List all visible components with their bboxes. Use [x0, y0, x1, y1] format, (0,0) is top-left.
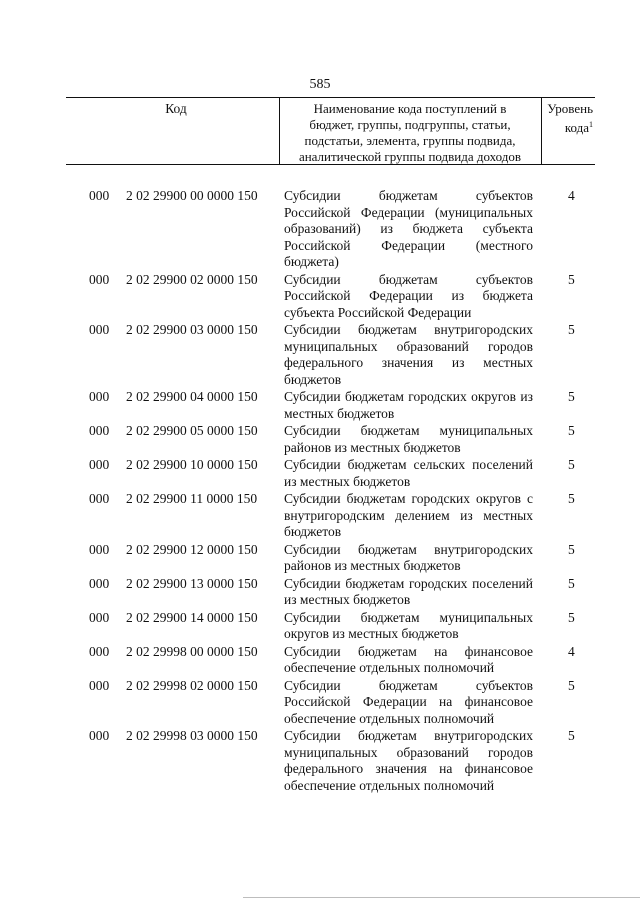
row-admin-code: 000 — [89, 188, 110, 203]
header-level-label: кода — [564, 120, 589, 135]
row-name: Субсидии бюджетам внутригородских муниципальных образований городов федерального значения на финансовое обеспечение отдельных полномочий — [284, 728, 533, 793]
header-name — [279, 101, 541, 165]
page-number: 585 — [309, 77, 331, 92]
row-admin-code: 000 — [89, 389, 110, 404]
table-row — [0, 576, 640, 609]
row-name: Субсидии бюджетам на финансовое обеспечение отдельных полномочий — [284, 643, 533, 675]
row-level: 5 — [568, 677, 575, 693]
row-level: 4 — [568, 188, 575, 203]
row-code: 2 02 29900 10 0000 150 — [126, 457, 258, 472]
row-admin-code: 000 — [89, 643, 110, 659]
row-name: Субсидии бюджетам муниципальных округов из местных бюджетов — [284, 609, 533, 641]
row-code: 2 02 29998 03 0000 150 — [126, 728, 258, 743]
row-level: 5 — [568, 271, 575, 287]
row-level: 5 — [568, 322, 575, 337]
row-admin-code: 000 — [89, 541, 110, 557]
table-row — [0, 423, 640, 456]
row-level: 5 — [568, 491, 575, 506]
row-admin-code: 000 — [89, 575, 110, 591]
row-admin-code: 000 — [89, 423, 110, 438]
row-admin-code: 000 — [89, 491, 110, 506]
table-row — [0, 728, 640, 794]
row-name: Субсидии бюджетам городских поселений из местных бюджетов — [284, 575, 533, 607]
table-row — [0, 322, 640, 388]
row-level: 5 — [568, 389, 575, 404]
row-code: 2 02 29900 00 0000 150 — [126, 188, 258, 203]
table-row — [0, 188, 640, 271]
row-code: 2 02 29900 14 0000 150 — [126, 609, 258, 625]
header-code: Код — [165, 101, 187, 116]
row-admin-code: 000 — [89, 457, 110, 472]
row-name: Субсидии бюджетам внутригородских муниципальных образований городов федерального значения из местных бюджетов — [284, 322, 533, 387]
row-code: 2 02 29900 11 0000 150 — [126, 491, 258, 506]
table-body — [0, 188, 640, 794]
footnote-marker: 1 — [589, 120, 593, 129]
scan-edge-line — [243, 897, 640, 898]
table-header — [66, 97, 595, 165]
table-row — [0, 644, 640, 677]
row-level: 5 — [568, 457, 575, 472]
table-row — [0, 491, 640, 541]
row-name: Субсидии бюджетам субъектов Российской Федерации на финансовое обеспечение отдельных полномочий — [284, 677, 533, 726]
row-name: Субсидии бюджетам городских округов из местных бюджетов — [284, 389, 533, 421]
table-row — [0, 542, 640, 575]
row-level: 5 — [568, 728, 575, 743]
header-level — [541, 101, 595, 136]
header-name-line: Наименование кода поступлений в — [313, 101, 507, 116]
table-row — [0, 272, 640, 322]
table-row — [0, 678, 640, 728]
row-admin-code: 000 — [89, 728, 110, 743]
row-admin-code: 000 — [89, 677, 110, 693]
table-row — [0, 457, 640, 490]
row-level: 5 — [568, 423, 575, 438]
row-code: 2 02 29900 13 0000 150 — [126, 575, 258, 591]
header-level-line: Уровень — [547, 101, 593, 116]
header-name-line: аналитической группы подвида доходов — [298, 149, 522, 164]
row-code: 2 02 29900 04 0000 150 — [126, 389, 258, 404]
row-code: 2 02 29900 05 0000 150 — [126, 423, 258, 438]
row-admin-code: 000 — [89, 271, 110, 287]
header-name-line: подстатьи, элемента, группы подвида, — [304, 133, 516, 148]
row-code: 2 02 29900 02 0000 150 — [126, 271, 258, 287]
table-row — [0, 389, 640, 422]
header-level-line — [541, 117, 593, 136]
row-name: Субсидии бюджетам муниципальных районов из местных бюджетов — [284, 423, 533, 455]
row-level: 5 — [568, 575, 575, 591]
row-name: Субсидии бюджетам внутригородских районов из местных бюджетов — [284, 541, 533, 573]
row-name: Субсидии бюджетам субъектов Российской Федерации (муниципальных образований) из бюджета субъекта Российской Федерации (местного бюджета) — [284, 188, 533, 269]
row-code: 2 02 29900 12 0000 150 — [126, 541, 258, 557]
row-level: 5 — [568, 609, 575, 625]
row-level: 5 — [568, 541, 575, 557]
row-name: Субсидии бюджетам городских округов с внутригородским делением из местных бюджетов — [284, 491, 533, 539]
table-row — [0, 610, 640, 643]
header-name-line: бюджет, группы, подгруппы, статьи, — [309, 117, 511, 132]
row-admin-code: 000 — [89, 609, 110, 625]
row-name: Субсидии бюджетам сельских поселений из местных бюджетов — [284, 457, 533, 489]
row-code: 2 02 29998 00 0000 150 — [126, 643, 258, 659]
row-code: 2 02 29900 03 0000 150 — [126, 322, 258, 337]
row-level: 4 — [568, 643, 575, 659]
row-name: Субсидии бюджетам субъектов Российской Федерации из бюджета субъекта Российской Федерации — [284, 271, 533, 320]
row-admin-code: 000 — [89, 322, 110, 337]
row-code: 2 02 29998 02 0000 150 — [126, 677, 258, 693]
